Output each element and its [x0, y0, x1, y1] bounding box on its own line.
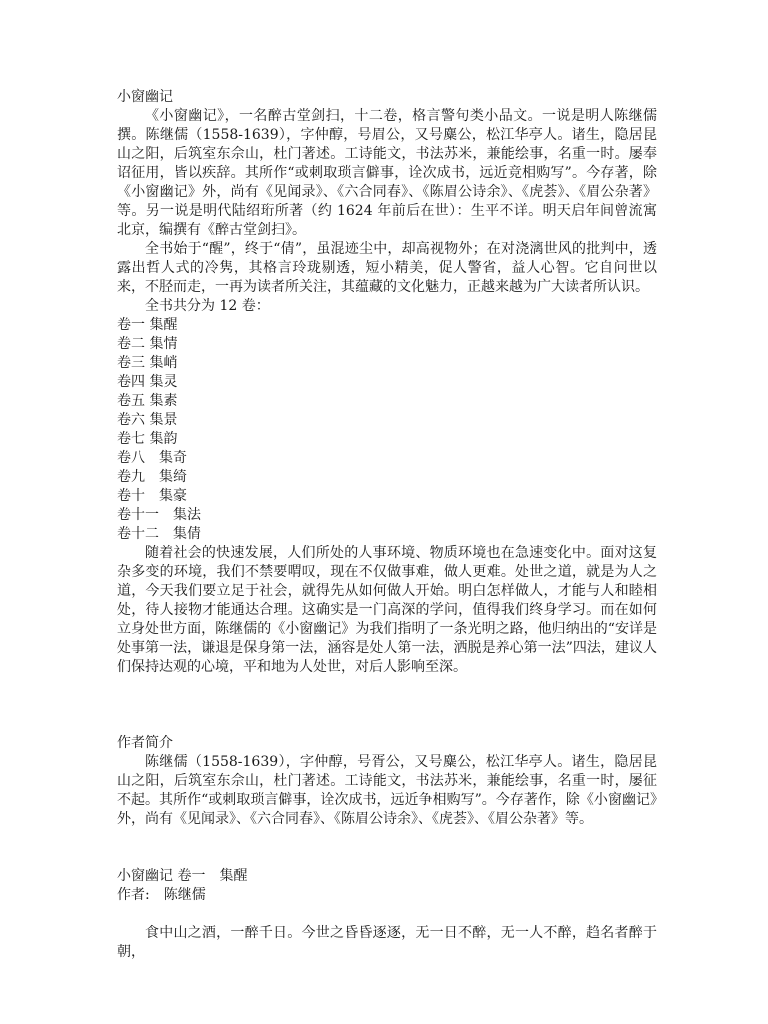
volume-item: 卷十二 集倩 — [117, 526, 201, 542]
volume-item: 卷三 集峭 — [117, 355, 178, 371]
volume-item: 卷五 集素 — [117, 393, 178, 409]
volume-count-line: 全书共分为 12 卷： — [145, 298, 270, 314]
volume-item: 卷六 集景 — [117, 412, 178, 428]
volume-item: 卷七 集韵 — [117, 431, 178, 447]
volume-item: 卷十一 集法 — [117, 507, 201, 523]
section-spacer — [117, 677, 657, 734]
intro-paragraph: 全书始于“醒”，终于“倩”，虽混迹尘中，却高视物外；在对浇漓世风的批判中，透露出哲人式的冷隽，其格言玲珑剔透，短小精美，促人警省，益人心智。它自问世以来，不胫而走，一再为读者所关注，其蕴藏的文化魅力，正越来越为广大读者所认识。 — [117, 241, 657, 295]
author-section-title: 作者简介 — [117, 735, 173, 751]
volume-item: 卷十 集豪 — [117, 488, 187, 504]
volume-item: 卷四 集灵 — [117, 374, 178, 390]
volume-item: 卷一 集醒 — [117, 317, 178, 333]
document-body — [117, 88, 657, 962]
volume-list — [117, 316, 657, 544]
section-spacer — [117, 905, 657, 924]
volume-item: 卷二 集情 — [117, 336, 178, 352]
chapter-first-paragraph: 食中山之酒，一醉千日。今世之昏昏逐逐，无一日不醉，无一人不醉，趋名者醉于朝， — [117, 925, 657, 960]
intro-paragraph: 《小窗幽记》，一名醉古堂剑扫，十二卷，格言警句类小品文。一说是明人陈继儒撰。陈继儒（1558-1639），字仲醇，号眉公，又号麋公，松江华亭人。诸生，隐居昆山之阳，后筑室东佘山，杜门著述。工诗能文，书法苏米，兼能绘事，名重一时。屡奉诏征用，皆以疾辞。其所作“或刺取琐言僻事，诠次成书，远近竞相购写”。今存著，除《小窗幽记》外，尚有《见闻录》、《六合同春》、《陈眉公诗余》、《虎荟》、《眉公杂著》等。另一说是明代陆绍珩所著（约 1624 年前后在世）：生平不详。明天启年间曾流寓北京，编撰有《醉古堂剑扫》。 — [117, 108, 657, 238]
volume-item: 卷九 集绮 — [117, 469, 187, 485]
author-bio-paragraph: 陈继儒（1558-1639），字仲醇，号胥公，又号麋公，松江华亭人。诸生，隐居昆山之阳，后筑室东佘山，杜门著述。工诗能文，书法苏米，兼能绘事，名重一时，屡征不起。其所作“或刺取琐言僻事，诠次成书，远近争相购写”。今存著作，除《小窗幽记》外，尚有《见闻录》、《六合同春》、《陈眉公诗余》、《虎荟》、《眉公杂著》等。 — [117, 754, 657, 827]
intro-title: 小窗幽记 — [117, 89, 173, 105]
intro-closing-paragraph: 随着社会的快速发展，人们所处的人事环境、物质环境也在急速变化中。面对这复杂多变的环境，我们不禁要喟叹，现在不仅做事难，做人更难。处世之道，就是为人之道，今天我们要立足于社会，就得先从如何做人开始。明白怎样做人，才能与人和睦相处，待人接物才能通达合理。这确实是一门高深的学问，值得我们终身学习。而在如何立身处世方面，陈继儒的《小窗幽记》为我们指明了一条光明之路，他归纳出的“安详是处事第一法，谦退是保身第一法，涵容是处人第一法，洒脱是养心第一法”四法，建议人们保持达观的心境，平和地为人处世，对后人影响至深。 — [117, 545, 657, 675]
chapter-author-line: 作者: 陈继儒 — [117, 887, 206, 903]
volume-item: 卷八 集奇 — [117, 450, 187, 466]
chapter-heading: 小窗幽记 卷一 集醒 — [117, 868, 248, 884]
section-spacer — [117, 829, 657, 867]
